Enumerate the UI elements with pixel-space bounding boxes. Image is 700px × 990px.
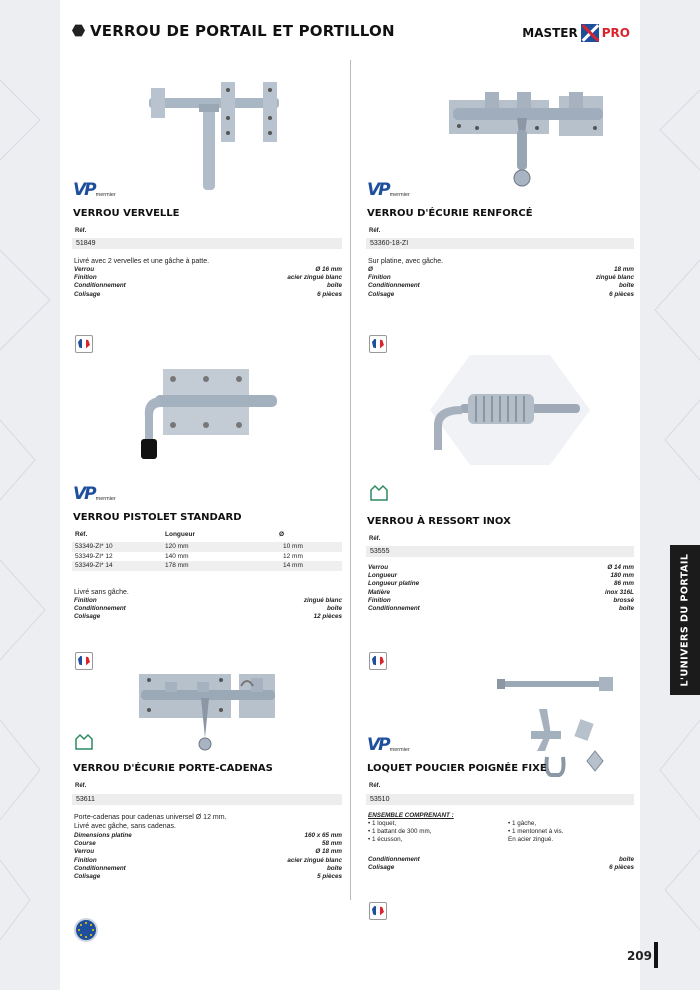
product-title: LOQUET POUCIER POIGNÉE FIXE (367, 763, 547, 774)
ref-value: 53510 (366, 794, 634, 805)
product-description: Sur platine, avec gâche. (368, 258, 444, 265)
made-in-france-icon (75, 652, 93, 670)
vp-mermier-logo: VP mermier (73, 484, 116, 504)
left-decoration (0, 0, 60, 990)
ref-value: 53611 (72, 794, 342, 805)
table-row: 53349-ZI* 12 140 mm 12 mm (75, 552, 303, 560)
product-description: Livré sans gâche. (74, 589, 129, 596)
reference-table (72, 531, 342, 571)
product-title: VERROU À RESSORT INOX (367, 516, 511, 527)
ref-label: Réf. (369, 783, 381, 789)
side-tab: L'UNIVERS DU PORTAIL (670, 545, 700, 695)
vp-mermier-logo: VP mermier (367, 735, 410, 755)
column-divider (350, 60, 351, 900)
right-decoration (640, 0, 700, 990)
product-description: Livré avec 2 vervelles et une gâche à patte. (74, 258, 210, 265)
product-title: VERROU VERVELLE (73, 208, 180, 219)
table-row: 53349-ZI* 10 120 mm 10 mm (72, 542, 342, 552)
hexagon-icon (72, 24, 85, 37)
ref-label: Réf. (369, 536, 381, 542)
masterpro-logo: MASTER PRO (522, 26, 630, 40)
vp-mermier-logo: VP mermier (367, 180, 410, 200)
table-header: Réf. Longueur Ø (75, 531, 285, 538)
set-contents: ENSEMBLE COMPRENANT : • 1 loquet, • 1 battant de 300 mm, • 1 écusson, • 1 gâche, • 1 mentonnet à vis. En acier zingué. (368, 812, 564, 843)
certification-icon (74, 733, 94, 751)
made-in-france-icon (369, 902, 387, 920)
spec-list: Verrou Ø 14 mm Longueur 180 mm Longueur platine 86 mm Matière inox 316L Finition brossé Conditionnement boîte (368, 564, 634, 613)
product-image-vervelle (145, 78, 285, 196)
spec-list: Finition zingué blanc Conditionnement boîte Colisage 12 pièces (74, 597, 342, 621)
ref-label: Réf. (75, 783, 87, 789)
eu-stars-icon (74, 918, 98, 942)
ref-label: Réf. (75, 228, 87, 234)
page-title: VERROU DE PORTAIL ET PORTILLON (72, 22, 395, 40)
product-title: VERROU D'ÉCURIE RENFORCÉ (367, 208, 533, 219)
product-image-porte-cadenas (135, 668, 280, 758)
page-number: 209 (626, 949, 652, 963)
product-title: VERROU D'ÉCURIE PORTE-CADENAS (73, 763, 273, 774)
made-in-france-icon (369, 652, 387, 670)
logo-x-icon (581, 24, 599, 42)
page-header (72, 22, 630, 46)
product-image-ressort-inox (410, 350, 600, 470)
product-image-ecurie-renforce (447, 88, 607, 198)
made-in-france-icon (75, 335, 93, 353)
spec-list: Conditionnement boîte Colisage 6 pièces (368, 856, 634, 872)
table-row: 53349-ZI* 14 178 mm 14 mm (72, 561, 342, 571)
ref-value: 51849 (72, 238, 342, 249)
product-title: VERROU PISTOLET STANDARD (73, 512, 242, 523)
spec-list: Ø 18 mm Finition zingué blanc Conditionnement boîte Colisage 6 pièces (368, 266, 634, 298)
ref-value: 53555 (366, 546, 634, 557)
spec-list: Verrou Ø 16 mm Finition acier zingué blanc Conditionnement boîte Colisage 6 pièces (74, 266, 342, 298)
product-description: Porte-cadenas pour cadenas universel Ø 12 mm. Livré avec gâche, sans cadenas. (74, 814, 227, 830)
page-number-bar (654, 942, 658, 968)
spec-list: Dimensions platine 160 x 65 mm Course 58 mm Verrou Ø 18 mm Finition acier zingué blanc Conditionnement boîte Colisage 5 pièces (74, 832, 342, 881)
ref-value: 53360-18-ZI (366, 238, 634, 249)
certification-icon (369, 484, 389, 502)
ref-label: Réf. (369, 228, 381, 234)
made-in-france-icon (369, 335, 387, 353)
product-image-pistolet (135, 365, 280, 465)
vp-mermier-logo: VP mermier (73, 180, 116, 200)
